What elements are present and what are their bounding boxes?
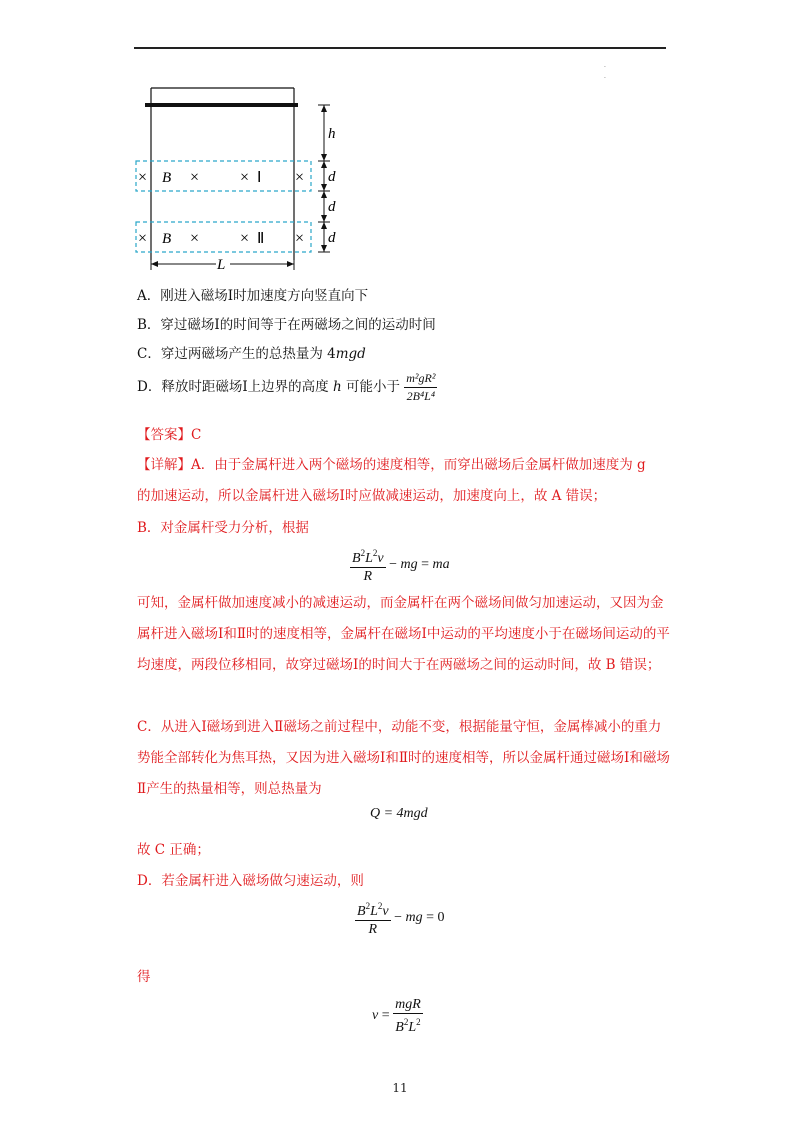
field-label-2: Ⅱ xyxy=(257,231,265,247)
cross-mark: × xyxy=(190,230,200,247)
header-rule xyxy=(134,47,666,49)
field-label-B: B xyxy=(162,231,172,247)
explanation-c-conclusion: 故 C 正确； xyxy=(137,842,210,858)
option-b: B．穿过磁场Ⅰ的时间等于在两磁场之间的运动时间 xyxy=(137,317,436,333)
explanation-b-intro: B．对金属杆受力分析，根据 xyxy=(137,520,309,536)
option-d-fraction xyxy=(404,370,437,405)
explanation-de: 得 xyxy=(137,969,151,985)
explanation-d-intro: D．若金属杆进入磁场做匀速运动，则 xyxy=(137,873,364,889)
option-c-text: C．穿过两磁场产生的总热量为 4 xyxy=(137,346,336,362)
cross-mark: × xyxy=(295,230,305,247)
dim-label-d: d xyxy=(328,199,336,215)
dim-label-h: h xyxy=(328,126,336,142)
dim-label-d: d xyxy=(328,169,336,185)
cross-mark: × xyxy=(138,169,148,186)
header-dot: · xyxy=(604,75,606,82)
answer-label: 【答案】C xyxy=(137,427,202,443)
field-label-B: B xyxy=(162,170,172,186)
option-a: A．刚进入磁场Ⅰ时加速度方向竖直向下 xyxy=(137,288,369,304)
option-d xyxy=(137,369,437,405)
explanation-a-line2: 的加速运动，所以金属杆进入磁场Ⅰ时应做减速运动，加速度向上，故 A 错误； xyxy=(137,488,607,504)
option-d-var: h xyxy=(332,379,342,395)
explanation-a-line1: 【详解】A．由于金属杆进入两个磁场的速度相等，而穿出磁场后金属杆做加速度为 g xyxy=(137,457,646,473)
page-number: 11 xyxy=(392,1081,408,1095)
equation-4: v = $\frac{\text{mgR}}{B^2L^2}$ xyxy=(372,997,421,1035)
cross-mark: × xyxy=(240,230,250,247)
option-d-text: D．释放时距磁场Ⅰ上边界的高度 xyxy=(137,379,333,395)
dim-label-L: L xyxy=(217,257,226,273)
header-dot: · xyxy=(604,64,606,71)
equation-2: Q = 4mgd xyxy=(370,806,428,821)
option-c xyxy=(137,344,366,364)
cross-mark: × xyxy=(190,169,200,186)
equation-1: $\frac{B^2L^2v}{R}$ − mg = ma xyxy=(350,545,450,585)
cross-mark: × xyxy=(138,230,148,247)
dim-label-d: d xyxy=(328,230,336,246)
magnetic-field-diagram xyxy=(132,84,342,274)
explanation-b-body: 可知，金属杆做加速度减小的减速运动，而金属杆在两个磁场间做匀加速运动，又因为金属杆进入磁场Ⅰ和Ⅱ时的速度相等，金属杆在磁场Ⅰ中运动的平均速度小于在磁场间运动的平均速度，两段位移相同，故穿过磁场Ⅰ的时间大于在两磁场之间的运动时间，故 B 错误； xyxy=(137,595,670,673)
equation-3: $\frac{B^2L^2v}{R}$ − mg = 0 xyxy=(355,898,445,938)
cross-mark: × xyxy=(295,169,305,186)
explanation-c-body: C．从进入Ⅰ磁场到进入Ⅱ磁场之前过程中，动能不变，根据能量守恒，金属棒减小的重力势能全部转化为焦耳热，又因为进入磁场Ⅰ和Ⅱ时的速度相等，所以金属杆通过磁场Ⅰ和磁场Ⅱ产生的热量相等，则总热量为 xyxy=(137,719,670,797)
fraction-denominator: 2B⁴L⁴ xyxy=(406,389,436,403)
fraction-numerator: m²gR² xyxy=(404,370,437,388)
cross-mark: × xyxy=(240,169,250,186)
option-c-var: mgd xyxy=(335,346,366,362)
field-label-1: Ⅰ xyxy=(257,170,262,186)
option-d-suffix: 可能小于 xyxy=(341,379,400,395)
